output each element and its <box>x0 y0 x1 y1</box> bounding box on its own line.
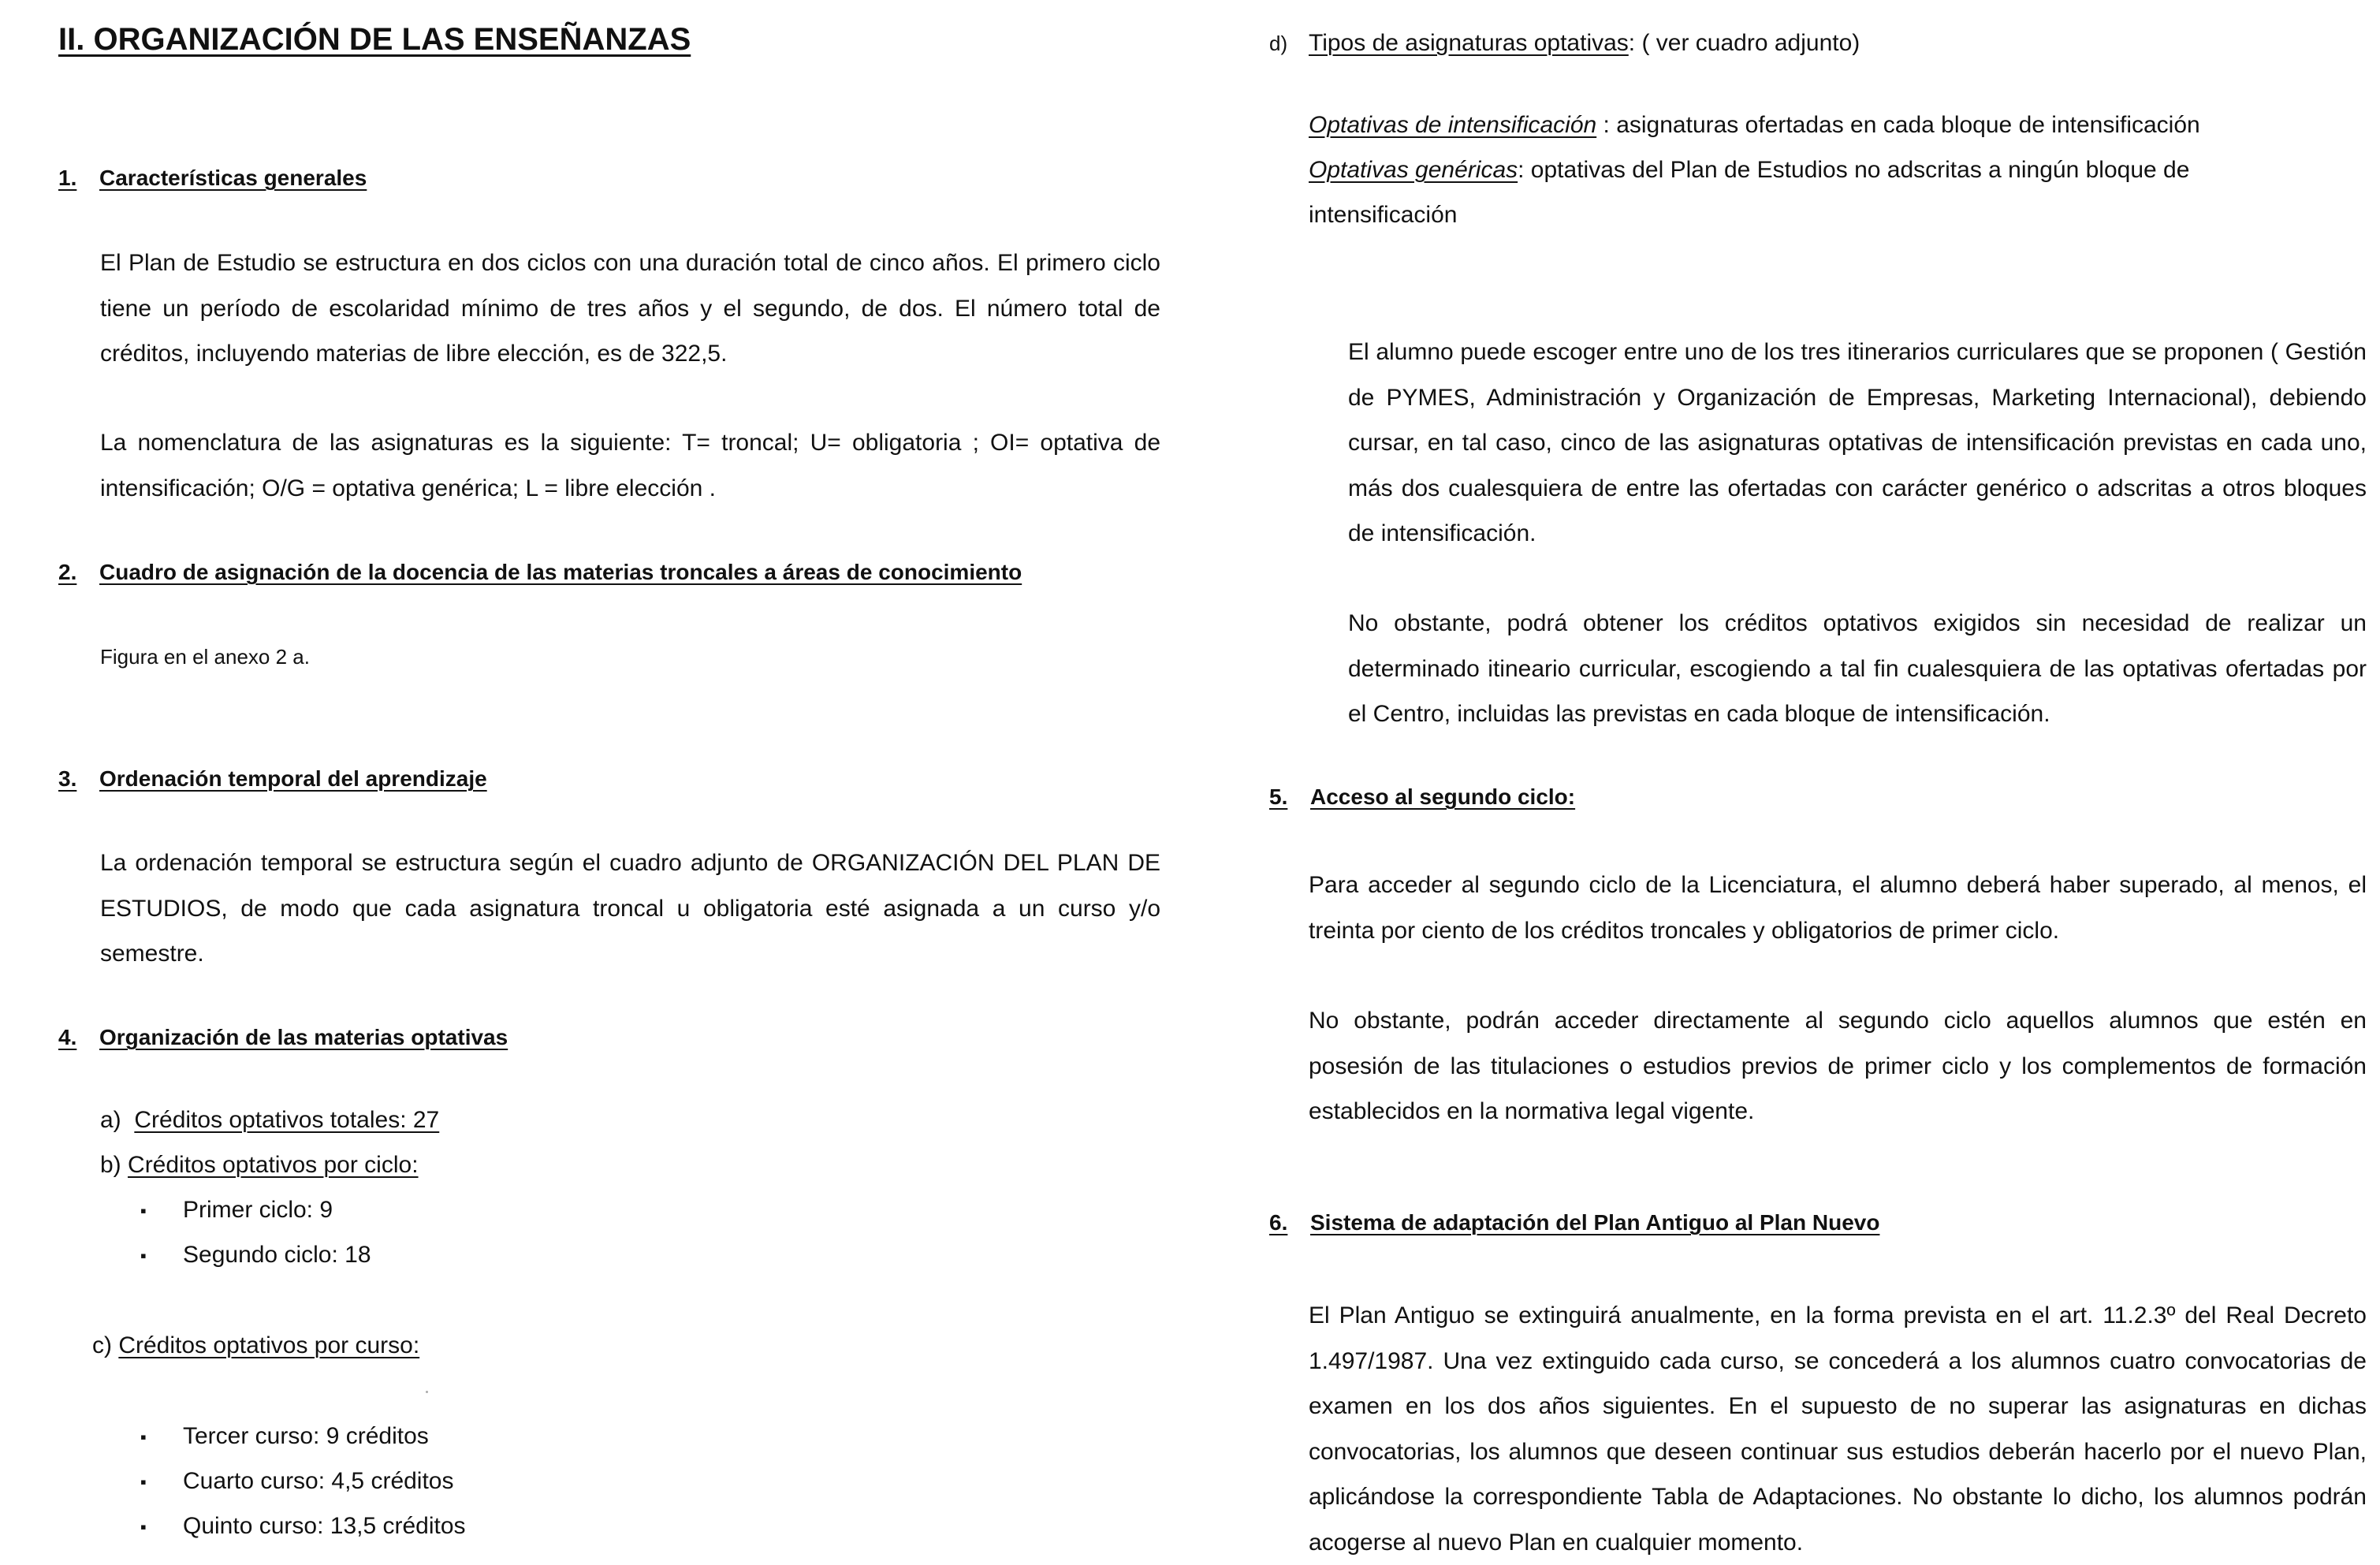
credits-per-cycle <box>100 1152 419 1179</box>
list-item: ▪ Primer ciclo: 9 <box>140 1197 333 1223</box>
paragraph: Para acceder al segundo ciclo de la Licenciatura, el alumno deberá haber superado, al menos, el treinta por ciento de los créditos troncales y obligatorios de primer ciclo. <box>1309 872 2367 944</box>
bullet-icon: ▪ <box>140 1517 147 1537</box>
section-title: Cuadro de asignación de la docencia de las materias troncales a áreas de conocimiento <box>99 560 1022 584</box>
generic-definition <box>1309 157 2189 184</box>
paragraph: La nomenclatura de las asignaturas es la siguiente: T= troncal; U= obligatoria ; OI= optativa de intensificación; O/G = optativa genérica; L = libre elección . <box>100 430 1160 501</box>
term: Optativas de intensificación <box>1309 112 1597 138</box>
paragraph: El alumno puede escoger entre uno de los tres itinerarios curriculares que se proponen ( Gestión de PYMES, Administración y Organización de Empresas, Marketing Internacional), debiendo cursar, en tal caso, cinco de las asignaturas optativas de intensificación previstas en cada uno, más dos cualesquiera de entre las ofertadas con carácter genérico o adscritas a otros bloques de intensificación. <box>1348 339 2367 546</box>
section-number: 4. <box>58 1025 77 1049</box>
section-4-heading <box>58 1025 508 1050</box>
section-title: Sistema de adaptación del Plan Antiguo al Plan Nuevo <box>1310 1210 1880 1235</box>
item-label: Créditos optativos totales: 27 <box>134 1107 440 1133</box>
annex-note: Figura en el anexo 2 a. <box>100 645 310 669</box>
section-number: 6. <box>1269 1210 1288 1235</box>
section-title: Características generales <box>99 166 367 190</box>
section-title: Ordenación temporal del aprendizaje <box>99 766 487 791</box>
total-optional-credits <box>100 1107 439 1134</box>
list-item: ▪ Segundo ciclo: 18 <box>140 1242 371 1268</box>
list-item: ▪ Quinto curso: 13,5 créditos <box>140 1513 466 1539</box>
bullet-icon: ▪ <box>140 1201 147 1221</box>
item-prefix: a) <box>100 1107 121 1133</box>
term: Optativas genéricas <box>1309 157 1518 183</box>
section-1-heading <box>58 166 367 191</box>
credits-per-course <box>92 1332 419 1359</box>
bullet-icon: ▪ <box>140 1246 147 1266</box>
item-label: Créditos optativos por curso: <box>118 1332 420 1358</box>
paragraph: No obstante, podrá obtener los créditos optativos exigidos sin necesidad de realizar un determinado itineario curricular, escogiendo a tal fin cualesquiera de las optativas ofertadas por el Centro, incluidas las previstas en cada bloque de intensificación. <box>1348 610 2367 727</box>
list-item: ▪ Tercer curso: 9 créditos <box>140 1423 429 1449</box>
paragraph: La ordenación temporal se estructura según el cuadro adjunto de ORGANIZACIÓN DEL PLAN DE ESTUDIOS, de modo que cada asignatura troncal u obligatoria esté asignada a un curso y/o semestre. <box>100 850 1160 967</box>
definition: : asignaturas ofertadas en cada bloque de intensificación <box>1596 112 2200 138</box>
item-prefix: b) <box>100 1152 121 1178</box>
scan-speck <box>426 1391 428 1393</box>
section-5-heading <box>1269 784 1575 810</box>
optional-types-heading <box>1269 30 1860 57</box>
bullet-icon: ▪ <box>140 1427 147 1448</box>
item-label: Tipos de asignaturas optativas <box>1309 30 1629 56</box>
section-number: 3. <box>58 766 77 791</box>
section-title: Acceso al segundo ciclo: <box>1310 784 1576 809</box>
intensification-definition <box>1309 112 2200 139</box>
section-title: Organización de las materias optativas <box>99 1025 508 1049</box>
paragraph: El Plan Antiguo se extinguirá anualmente, en la forma prevista en el art. 11.2.3º del Real Decreto 1.497/1987. Una vez extinguido cada curso, se concederá a los alumnos cuatro convocatorias de examen en los dos años siguientes. En el supuesto de no superar las asignaturas en dichas convocatorias, los alumnos que deseen continuar sus estudios deberán hacerlo por el nuevo Plan, aplicándose la correspondiente Tabla de Adaptaciones. No obstante lo dicho, los alumnos podrán acogerse al nuevo Plan en cualquier momento. <box>1309 1302 2367 1556</box>
paragraph: No obstante, podrán acceder directamente al segundo ciclo aquellos alumnos que estén en posesión de las titulaciones o estudios previos de primer ciclo y los complementos de formación establecidos en la normativa legal vigente. <box>1309 1008 2367 1124</box>
item-label: Créditos optativos por ciclo: <box>128 1152 419 1178</box>
bullet-icon: ▪ <box>140 1472 147 1492</box>
section-number: 2. <box>58 560 77 584</box>
list-item: ▪ Cuarto curso: 4,5 créditos <box>140 1468 454 1494</box>
section-3-heading <box>58 766 487 792</box>
generic-definition-cont: intensificación <box>1309 202 1458 228</box>
definition: : optativas del Plan de Estudios no adscritas a ningún bloque de <box>1518 157 2190 183</box>
section-number: 1. <box>58 166 77 190</box>
section-number: 5. <box>1269 784 1288 809</box>
item-prefix: d) <box>1269 32 1288 55</box>
item-prefix: c) <box>92 1332 112 1358</box>
section-6-heading <box>1269 1210 1879 1235</box>
item-suffix: : ( ver cuadro adjunto) <box>1628 30 1860 56</box>
page-title: II. ORGANIZACIÓN DE LAS ENSEÑANZAS <box>58 22 691 57</box>
paragraph: El Plan de Estudio se estructura en dos ciclos con una duración total de cinco años. El primero ciclo tiene un período de escolaridad mínimo de tres años y el segundo, de dos. El número total de créditos, incluyendo materias de libre elección, es de 322,5. <box>100 250 1160 367</box>
section-2-heading <box>58 560 1022 585</box>
